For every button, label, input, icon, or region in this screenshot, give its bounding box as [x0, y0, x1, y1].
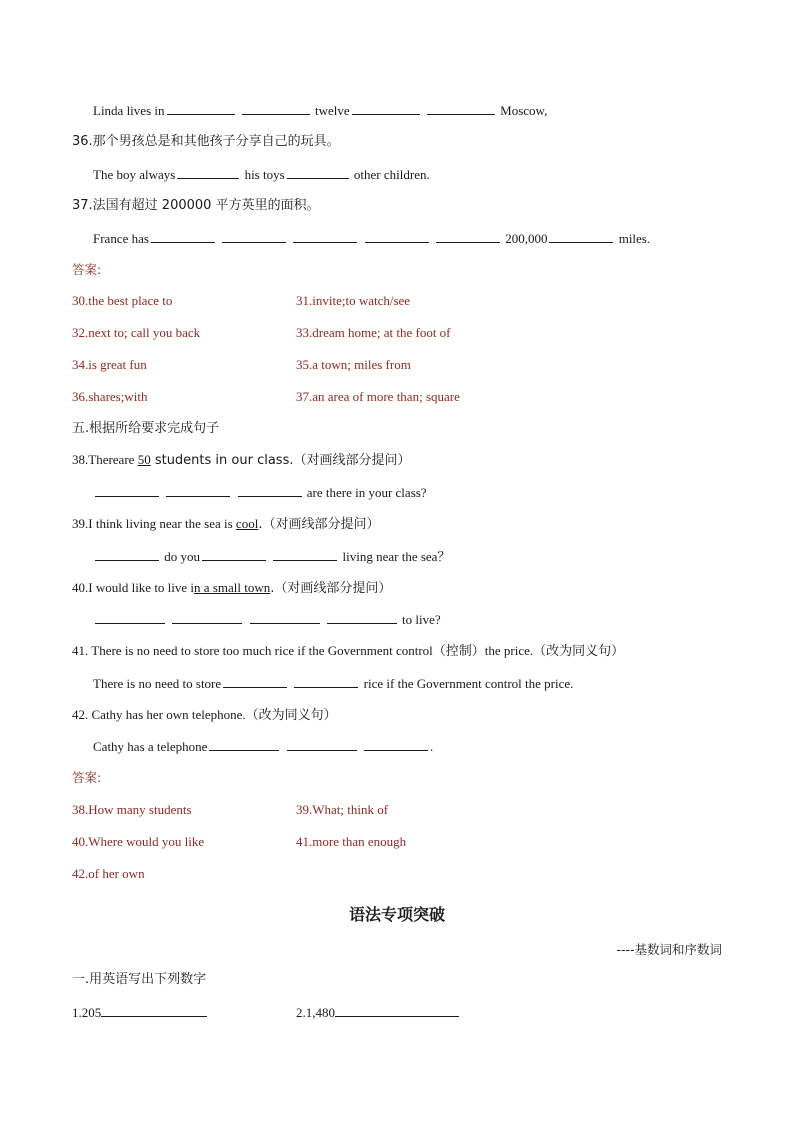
q40-text-pre: 40.I would like to live i — [72, 580, 195, 595]
q42-text-end: . — [429, 739, 434, 754]
answer-item: 36.shares;with — [72, 389, 148, 404]
blank[interactable] — [365, 229, 429, 243]
q37-prompt: 37.法国有超过 200000 平方英里的面积。 — [72, 198, 320, 213]
q39-text-b: living near the sea？ — [342, 549, 451, 564]
section-heading: 五.根据所给要求完成句子 — [72, 421, 220, 436]
q38-prompt — [72, 451, 410, 470]
q36-text-b: his toys — [244, 167, 285, 182]
q41-text-b: rice if the Government control the price. — [363, 676, 574, 691]
q39-line — [93, 547, 450, 566]
blank[interactable] — [172, 610, 242, 624]
answer-item: 33.dream home; at the foot of — [296, 325, 451, 340]
blank[interactable] — [294, 674, 358, 688]
blank[interactable] — [335, 1003, 459, 1017]
blank[interactable] — [250, 610, 320, 624]
q36-text-c: other children. — [353, 167, 430, 182]
q36-line — [93, 165, 430, 184]
q40-prompt — [72, 579, 391, 598]
q37-text-b: 200,000 — [505, 231, 548, 246]
q39-text-a: do you — [164, 549, 200, 564]
blank[interactable] — [287, 165, 349, 179]
answer-item: 42.of her own — [72, 866, 145, 881]
blank[interactable] — [242, 101, 310, 115]
answer-item: 31.invite;to watch/see — [296, 293, 411, 308]
q39-text-post: .（对画线部分提问） — [258, 517, 380, 532]
q38-underlined: 50 — [137, 452, 151, 467]
blank[interactable] — [95, 547, 159, 561]
blank[interactable] — [238, 483, 302, 497]
answer-item: 38.How many students — [72, 802, 192, 817]
answer-item: 35.a town; miles from — [296, 357, 411, 372]
q41-text-a: There is no need to store — [93, 676, 222, 691]
q41-prompt: 41. There is no need to store too much rice if the Government control（控制）the price.（改为同义句） — [72, 643, 625, 658]
q38-text-post: students in our class.（对画线部分提问） — [150, 453, 411, 468]
blank[interactable] — [352, 101, 420, 115]
q35-text-end: Moscow, — [500, 103, 548, 118]
q35-line — [93, 101, 547, 120]
blank[interactable] — [549, 229, 613, 243]
q37-text-a: France has — [93, 231, 149, 246]
q38-line — [93, 483, 427, 502]
q36-text-a: The boy always — [93, 167, 176, 182]
section-heading: 一.用英语写出下列数字 — [72, 972, 207, 987]
answers-label: 答案: — [72, 770, 102, 785]
q38-text-pre: 38.Thereare — [72, 452, 138, 467]
blank[interactable] — [101, 1003, 207, 1017]
blank[interactable] — [167, 101, 235, 115]
q37-text-c: miles. — [618, 231, 651, 246]
number-label: 2.1,480 — [296, 1005, 335, 1020]
q42-prompt: 42. Cathy has her own telephone.（改为同义句） — [72, 707, 337, 722]
answer-item: 34.is great fun — [72, 357, 147, 372]
blank[interactable] — [364, 737, 428, 751]
answer-item: 40.Where would you like — [72, 834, 205, 849]
blank[interactable] — [95, 483, 159, 497]
number-item-1 — [72, 1003, 209, 1022]
blank[interactable] — [293, 229, 357, 243]
blank[interactable] — [287, 737, 357, 751]
answer-item: 30.the best place to — [72, 293, 173, 308]
blank[interactable] — [95, 610, 165, 624]
page-title: 语法专项突破 — [348, 905, 445, 924]
q42-line — [93, 737, 433, 756]
blank[interactable] — [327, 610, 397, 624]
q39-prompt — [72, 515, 379, 534]
q40-text-ans: to live? — [402, 612, 441, 627]
q42-text-a: Cathy has a telephone — [93, 739, 208, 754]
answers-label: 答案: — [72, 262, 102, 277]
blank[interactable] — [223, 674, 287, 688]
number-label: 1.205 — [72, 1005, 102, 1020]
number-item-2 — [296, 1003, 461, 1022]
q40-underlined: n a small town — [194, 580, 271, 595]
answer-item: 32.next to; call you back — [72, 325, 201, 340]
blank[interactable] — [273, 547, 337, 561]
q38-text-ans: are there in your class? — [306, 485, 427, 500]
blank[interactable] — [177, 165, 239, 179]
q35-text-mid: twelve — [315, 103, 350, 118]
q39-text-pre: 39.I think living near the sea is — [72, 516, 236, 531]
blank[interactable] — [166, 483, 230, 497]
answer-item: 37.an area of more than; square — [296, 389, 460, 404]
blank[interactable] — [202, 547, 266, 561]
q41-line — [93, 674, 573, 693]
blank[interactable] — [151, 229, 215, 243]
answer-item: 39.What; think of — [296, 802, 389, 817]
blank[interactable] — [427, 101, 495, 115]
blank[interactable] — [436, 229, 500, 243]
q40-text-post: .（对画线部分提问） — [270, 581, 392, 596]
page-subtitle: ----基数词和序数词 — [616, 942, 722, 957]
q35-text-pre: Linda lives in — [93, 103, 165, 118]
blank[interactable] — [209, 737, 279, 751]
q39-underlined: cool — [235, 516, 259, 531]
blank[interactable] — [222, 229, 286, 243]
q36-prompt: 36.那个男孩总是和其他孩子分享自己的玩具。 — [72, 134, 340, 149]
q37-line — [93, 229, 650, 248]
answer-item: 41.more than enough — [296, 834, 407, 849]
q40-line — [93, 610, 441, 629]
